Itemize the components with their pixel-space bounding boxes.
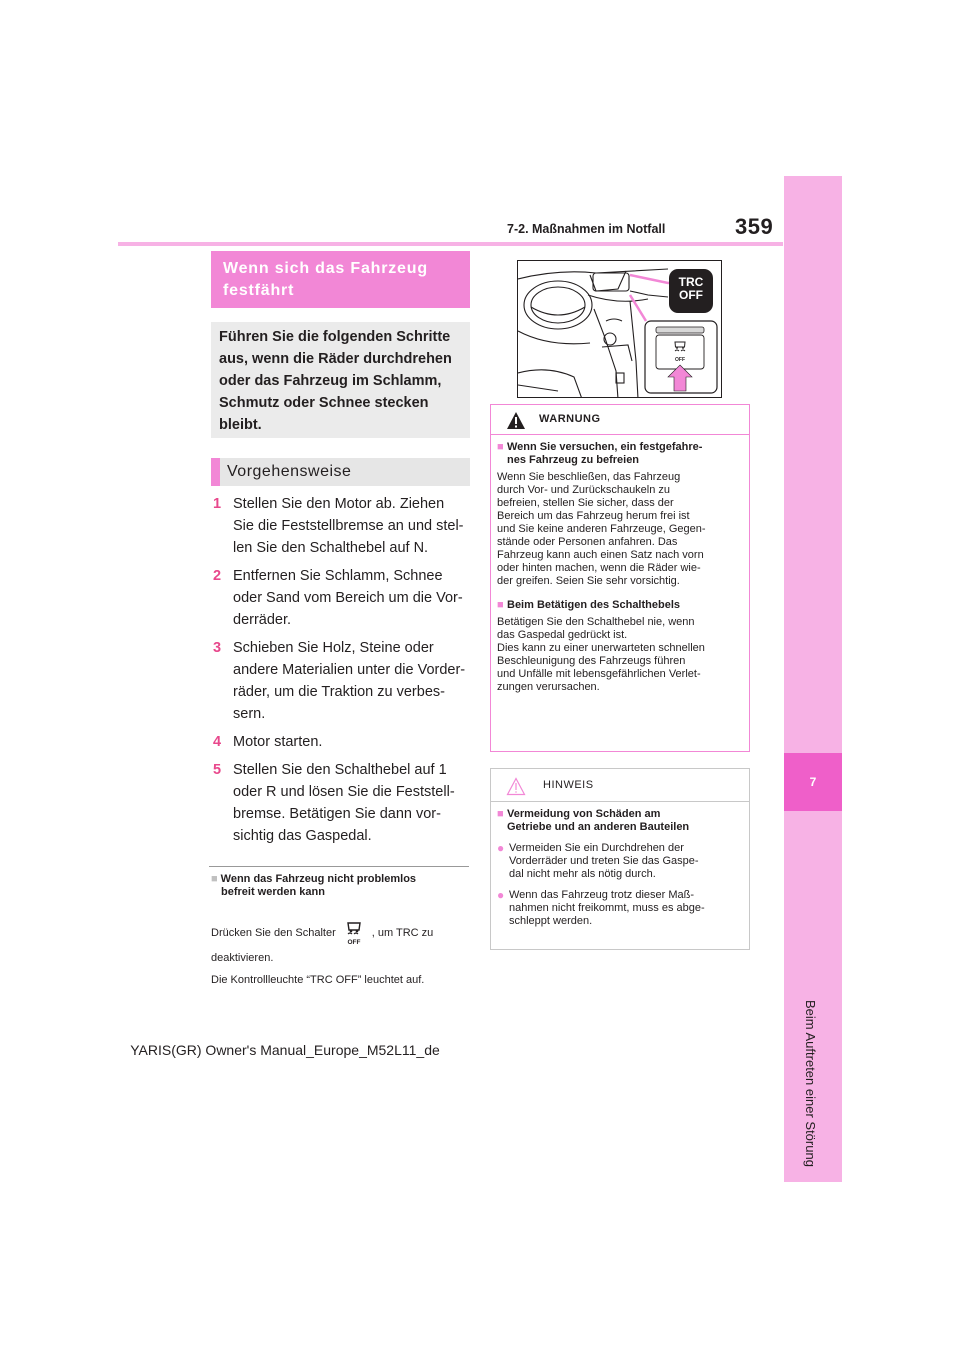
step-3 <box>211 637 471 725</box>
chapter-side-tab[interactable] <box>784 176 842 1182</box>
switch-off-label: OFF <box>675 357 685 363</box>
warning-title-line: nes Fahrzeug zu befreien <box>507 454 640 466</box>
step-line: oder R und lösen Sie die Feststell- <box>233 784 455 800</box>
hint-header <box>491 769 749 802</box>
warning-text-line: zungen verursachen. <box>497 681 600 693</box>
warning-header <box>491 405 749 435</box>
trc-badge-line: TRC <box>678 275 704 289</box>
hint-bullet <box>497 842 741 881</box>
step-line: Entfernen Sie Schlamm, Schnee <box>233 568 443 584</box>
step-line: sichtig das Gaspedal. <box>233 828 372 844</box>
warning-text-line: und Sie keine anderen Fahrzeuge, Gegen- <box>497 523 706 535</box>
hint-line: Vorderräder und treten Sie das Gaspe- <box>509 855 699 867</box>
section-title-line: festfährt <box>223 282 295 299</box>
step-line: Motor starten. <box>233 734 323 750</box>
step-line: Sie die Feststellbremse an und stel- <box>233 518 464 534</box>
note-divider <box>209 866 469 867</box>
warning-text-line: Wenn Sie beschließen, das Fahrzeug <box>497 471 681 483</box>
step-line: Schieben Sie Holz, Steine oder <box>233 640 434 656</box>
step-number: 2 <box>213 568 222 584</box>
warning-item-title <box>497 599 741 612</box>
square-bullet-icon: ■ <box>497 441 504 453</box>
warning-text-line: Fahrzeug kann auch einen Satz nach vorn <box>497 549 704 561</box>
chapter-title-text: Beim Auftreten einer Störung <box>803 1000 818 1167</box>
warning-item-title <box>497 441 741 467</box>
step-line: andere Materialien unter die Vorder- <box>233 662 466 678</box>
warning-text-line: durch Vor- und Zurückschaukeln zu <box>497 484 671 496</box>
hint-bullet <box>497 889 741 928</box>
warning-box <box>490 404 750 752</box>
step-4 <box>211 731 471 753</box>
note-text: , um TRC zu <box>371 927 434 939</box>
warning-title-line: Wenn Sie versuchen, ein festgefahre- <box>507 441 703 453</box>
hint-label: HINWEIS <box>543 779 594 791</box>
svg-text:OFF: OFF <box>347 939 361 946</box>
warning-text-line: und Unfälle mit lebensgefährlichen Verlet- <box>497 668 701 680</box>
note-text: Die Kontrollleuchte “TRC OFF” leuchtet auf. <box>211 974 425 986</box>
step-line: Stellen Sie den Motor ab. Ziehen <box>233 496 445 512</box>
hint-title-line: Vermeidung von Schäden am <box>507 808 661 820</box>
section-title-line: Wenn sich das Fahrzeug <box>223 260 428 277</box>
warning-text-line: Betätigen Sie den Schalthebel nie, wenn <box>497 616 695 628</box>
note-title-line: Wenn das Fahrzeug nicht problemlos <box>220 873 417 885</box>
warning-title-line: Beim Betätigen des Schalthebels <box>507 599 680 611</box>
step-line: räder, um die Traktion zu verbes- <box>233 684 445 700</box>
note-title <box>211 873 471 899</box>
circle-bullet-icon: ● <box>497 841 505 855</box>
hint-line: nahmen nicht freikommt, muss es abge- <box>509 902 705 914</box>
intro-line: Schmutz oder Schnee stecken <box>219 395 429 411</box>
step-line: len Sie den Schalthebel auf N. <box>233 540 429 556</box>
intro-line: bleibt. <box>219 417 262 433</box>
chapter-number: 7 <box>784 753 842 811</box>
note-text: deaktivieren. <box>211 952 274 964</box>
hint-box <box>490 768 750 950</box>
dashboard-illustration <box>517 260 722 398</box>
step-1 <box>211 493 471 559</box>
warning-label: WARNUNG <box>539 413 601 425</box>
procedure-steps <box>211 493 471 853</box>
hint-title <box>497 808 741 834</box>
hint-line: schleppt werden. <box>509 915 593 927</box>
intro-line: oder das Fahrzeug im Schlamm, <box>219 373 442 389</box>
note-text: Drücken Sie den Schalter <box>211 927 336 939</box>
step-number: 5 <box>213 762 222 778</box>
hint-line: Vermeiden Sie ein Durchdrehen der <box>509 842 684 854</box>
step-line: derräder. <box>233 612 292 628</box>
circle-bullet-icon: ● <box>497 888 505 902</box>
square-bullet-icon: ■ <box>497 808 504 820</box>
warning-text-line: der greifen. Seien Sie sehr vorsichtig. <box>497 575 680 587</box>
header-rule <box>118 242 783 246</box>
intro-box <box>211 322 470 438</box>
step-2 <box>211 565 471 631</box>
warning-text-line: das Gaspedal gedrückt ist. <box>497 629 628 641</box>
step-5 <box>211 759 471 847</box>
warning-text-line: oder hinten machen, wenn die Räder wie- <box>497 562 701 574</box>
step-line: Stellen Sie den Schalthebel auf 1 <box>233 762 447 778</box>
section-title <box>211 251 470 308</box>
step-line: bremse. Betätigen Sie dann vor- <box>233 806 441 822</box>
step-number: 4 <box>213 734 222 750</box>
hint-title-line: Getriebe und an anderen Bauteilen <box>507 821 690 833</box>
section-header: 7-2. Maßnahmen im Notfall <box>507 222 666 236</box>
step-line: oder Sand vom Bereich um die Vor- <box>233 590 463 606</box>
square-bullet-icon: ■ <box>497 599 504 611</box>
warning-text-line: Beschleunigung des Fahrzeugs führen <box>497 655 686 667</box>
note-body <box>211 922 473 988</box>
procedure-heading: Vorgehensweise <box>211 458 470 486</box>
page-footer: YARIS(GR) Owner's Manual_Europe_M52L11_de <box>130 1042 440 1058</box>
intro-line: aus, wenn die Räder durchdrehen <box>219 351 452 367</box>
intro-line: Führen Sie die folgenden Schritte <box>219 329 451 345</box>
trc-badge-line: OFF <box>679 288 703 302</box>
square-bullet-icon: ■ <box>211 873 218 885</box>
page-number: 359 <box>735 214 774 239</box>
warning-item-text <box>497 471 741 588</box>
warning-text-line: Dies kann zu einer unerwarteten schnellen <box>497 642 705 654</box>
warning-item-text <box>497 616 741 694</box>
step-number: 1 <box>213 496 222 512</box>
trc-off-badge <box>669 276 713 302</box>
warning-text-line: Bereich um das Fahrzeug herum frei ist <box>497 510 690 522</box>
caution-triangle-icon <box>506 777 526 796</box>
note-title-line: befreit werden kann <box>221 886 325 898</box>
step-line: sern. <box>233 706 266 722</box>
hint-line: dal nicht mehr als nötig durch. <box>509 868 656 880</box>
step-number: 3 <box>213 640 222 656</box>
warning-text-line: stände oder Personen anfahren. Das <box>497 536 678 548</box>
warning-text-line: befreien, stellen Sie sicher, dass der <box>497 497 674 509</box>
warning-triangle-icon <box>506 411 526 430</box>
trc-off-switch-icon <box>342 920 366 946</box>
chapter-title <box>803 1000 818 1167</box>
hint-line: Wenn das Fahrzeug trotz dieser Maß- <box>509 889 695 901</box>
